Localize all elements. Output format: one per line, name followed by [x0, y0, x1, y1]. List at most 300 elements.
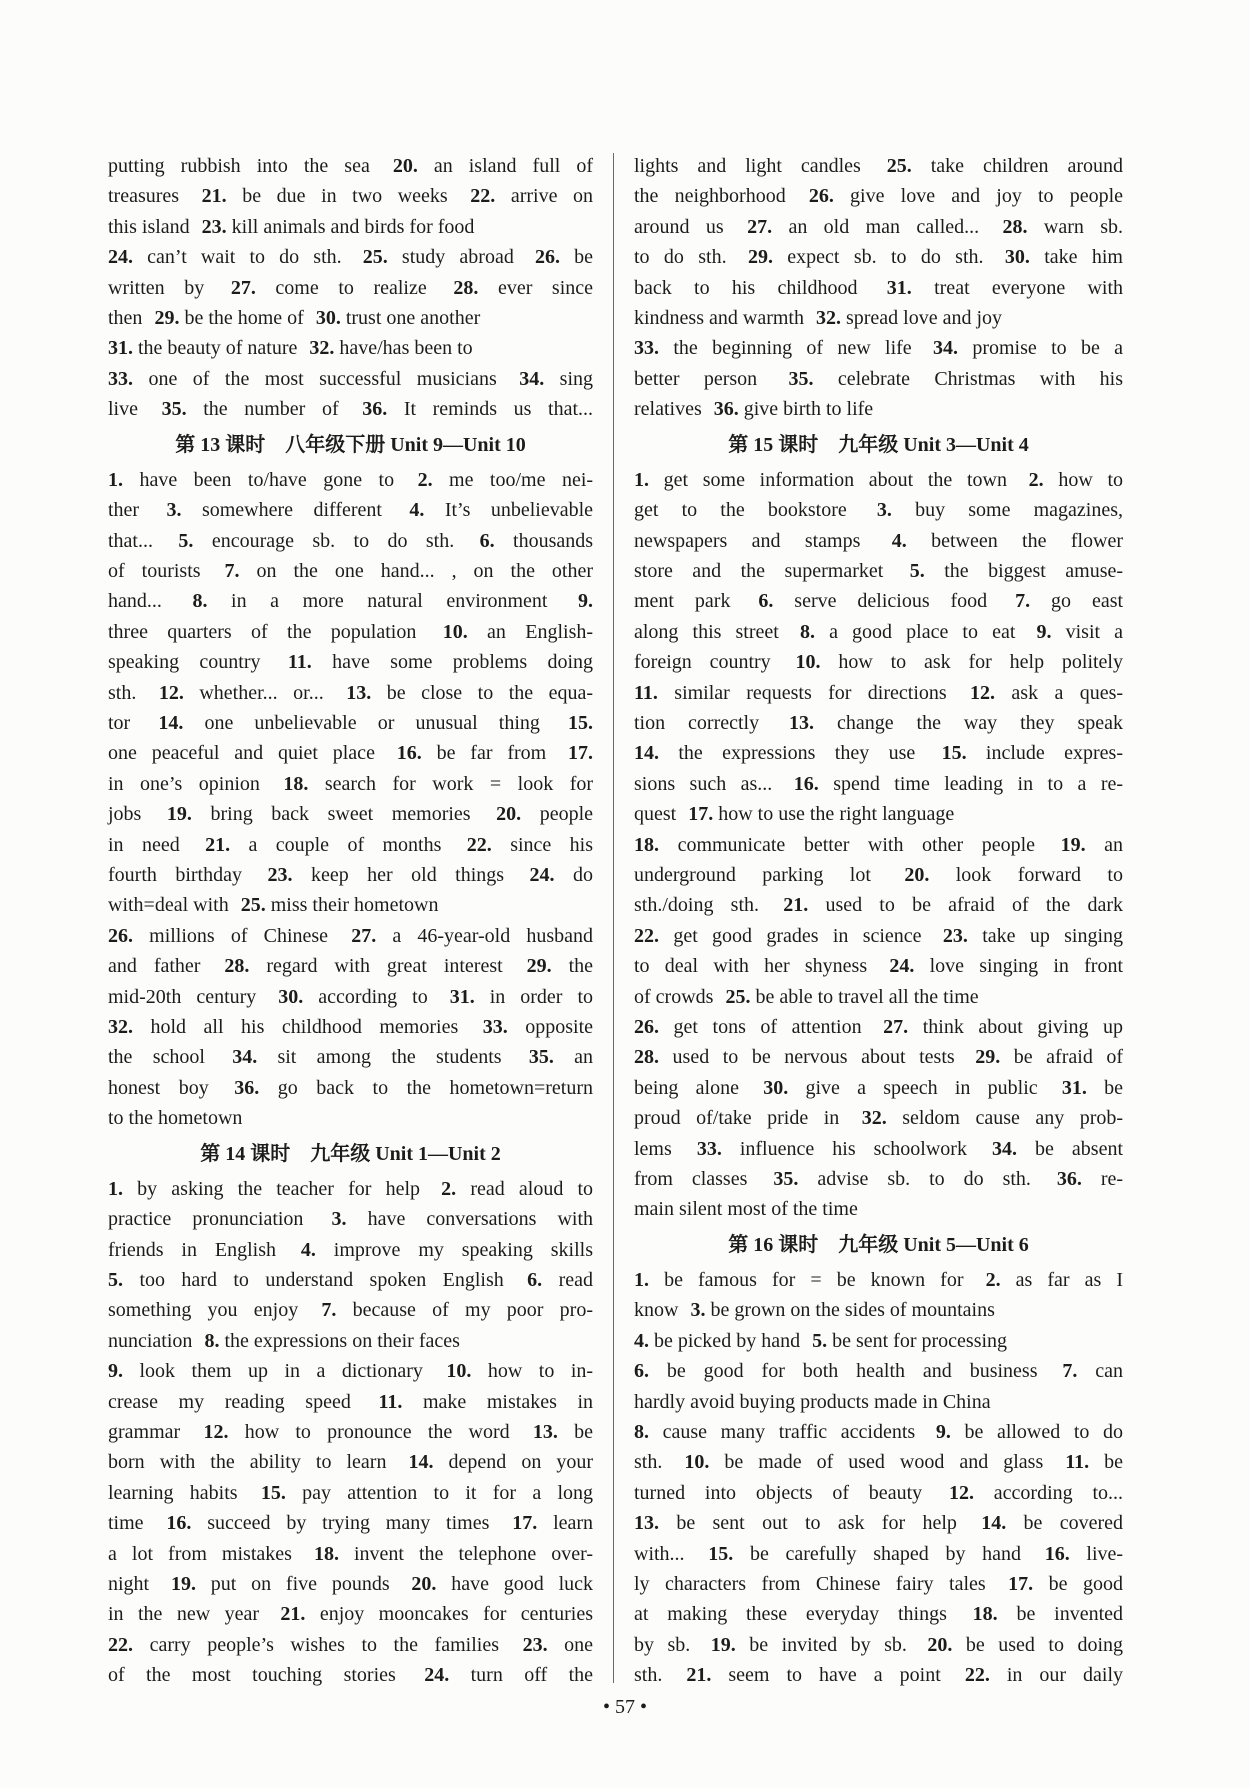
item-number: 8. — [634, 1421, 649, 1444]
item-number: 35. — [773, 1167, 799, 1190]
item-number: 19. — [166, 803, 192, 826]
item-number: 19. — [1060, 833, 1086, 856]
answer-text: learning habits — [108, 1481, 238, 1504]
item-number: 5. — [178, 529, 194, 552]
item-number: 6. — [758, 590, 774, 613]
answer-line — [634, 303, 1123, 333]
answer-text: the biggest amuse- — [944, 560, 1124, 583]
answer-text: live — [108, 398, 138, 421]
answer-text: influence his schoolwork — [739, 1137, 967, 1160]
item-number: 35. — [788, 367, 814, 390]
item-number: 21. — [783, 894, 809, 917]
answer-line — [634, 1599, 1123, 1629]
answer-text: written by — [108, 276, 205, 299]
answer-text: around us — [634, 215, 724, 238]
item-number: 20. — [411, 1572, 437, 1595]
item-number: 5. — [909, 560, 925, 583]
answer-text: of crowds — [634, 985, 714, 1008]
answer-text: how to ask for help politely — [838, 651, 1123, 674]
answer-line — [634, 1478, 1123, 1508]
item-number: 3. — [166, 499, 182, 522]
answer-text: It reminds us that... — [403, 398, 594, 421]
answer-line — [108, 1660, 593, 1690]
section-heading: 第 14 课时 九年级 Unit 1—Unit 2 — [200, 1142, 501, 1165]
section-heading: 第 16 课时 九年级 Unit 5—Unit 6 — [728, 1233, 1029, 1256]
answer-text: in one’s opinion — [108, 772, 260, 795]
answer-line — [634, 1569, 1123, 1599]
answer-text: underground parking lot — [634, 863, 871, 886]
answer-text: get to the bookstore — [634, 499, 847, 522]
answer-text: ment park — [634, 590, 731, 613]
item-number: 36. — [234, 1076, 260, 1099]
answer-line — [634, 1295, 1123, 1325]
answer-text: know — [634, 1299, 679, 1322]
answer-text: in order to — [489, 985, 594, 1008]
item-number: 4. — [409, 499, 425, 522]
answer-line — [634, 647, 1123, 677]
item-number: 12. — [948, 1481, 974, 1504]
answer-text: something you enjoy — [108, 1299, 299, 1322]
item-number: 33. — [696, 1137, 722, 1160]
item-number: 34. — [519, 367, 545, 390]
answer-line — [108, 495, 593, 525]
answer-text: spread love and joy — [845, 306, 1003, 329]
answer-text: be — [574, 1421, 594, 1444]
item-number: 24. — [424, 1664, 450, 1687]
answer-text: used to be nervous about tests — [672, 1046, 955, 1069]
answer-text: look them up in a dictionary — [139, 1360, 423, 1383]
item-number: 35. — [161, 398, 187, 421]
answer-text: treasures — [108, 185, 180, 208]
answer-text: three quarters of the population — [108, 620, 417, 643]
answer-text: have conversations with — [367, 1208, 594, 1231]
answer-line — [108, 1295, 593, 1325]
answer-text: be close to the equa- — [386, 681, 594, 704]
answer-text: since his — [510, 833, 594, 856]
answer-text: improve my speaking skills — [333, 1238, 593, 1261]
answer-line — [634, 738, 1123, 768]
answer-text: be picked by hand — [654, 1329, 801, 1352]
answer-text: nunciation — [108, 1329, 193, 1352]
answer-text: be carefully shaped by hand — [749, 1542, 1022, 1565]
item-number: 14. — [158, 712, 184, 735]
answer-text: whether... or... — [199, 681, 324, 704]
answer-line — [108, 1599, 593, 1629]
answer-line — [634, 556, 1123, 586]
item-number: 10. — [795, 651, 821, 674]
answer-text: a 46-year-old husband — [392, 924, 594, 947]
answer-text: the — [568, 955, 594, 978]
answer-text: get tons of attention — [673, 1015, 862, 1038]
item-number: 2. — [985, 1269, 1001, 1292]
answer-block — [634, 1265, 1123, 1690]
item-number: 27. — [747, 215, 773, 238]
answer-text: live- — [1086, 1542, 1124, 1565]
item-number: 34. — [933, 337, 958, 360]
answer-text: be the home of — [184, 306, 304, 329]
answer-text: tor — [108, 712, 131, 735]
answer-text: how to — [1058, 468, 1123, 491]
answer-text: have/has been to — [339, 337, 473, 360]
answer-line — [634, 890, 1123, 920]
answer-line — [108, 526, 593, 556]
answer-text: be absent — [1035, 1137, 1124, 1160]
answer-text: advise sb. to do sth. — [817, 1167, 1031, 1190]
answer-text: read — [558, 1269, 594, 1292]
answer-line — [634, 769, 1123, 799]
answer-text: somewhere different — [201, 499, 382, 522]
answer-line — [634, 860, 1123, 890]
answer-text: hold all his childhood memories — [150, 1015, 459, 1038]
answer-line — [108, 708, 593, 738]
answer-line — [108, 617, 593, 647]
answer-line — [634, 1134, 1123, 1164]
answer-text: on the one hand... , on the other — [256, 560, 594, 583]
item-number: 36. — [713, 398, 739, 421]
answer-text: ther — [108, 499, 140, 522]
answer-text: with=deal with — [108, 894, 229, 917]
answer-text: the school — [108, 1046, 205, 1069]
answer-text: being alone — [634, 1076, 739, 1099]
answer-text: depend on your — [448, 1451, 594, 1474]
answer-line — [108, 212, 593, 242]
answer-line — [634, 1164, 1123, 1194]
item-number: 16. — [1044, 1542, 1070, 1565]
answer-text: an island full of — [433, 155, 593, 177]
item-number: 36. — [362, 398, 388, 421]
item-number: 32. — [108, 1015, 133, 1038]
answer-line — [634, 982, 1123, 1012]
item-number: 12. — [203, 1421, 229, 1444]
answer-line — [108, 860, 593, 890]
answer-text: be made of used wood and glass — [724, 1451, 1044, 1474]
answer-text: be — [574, 246, 593, 269]
answer-line — [108, 1073, 593, 1103]
answer-block — [108, 465, 593, 1134]
answer-text: tion correctly — [634, 712, 760, 735]
answer-text: of tourists — [108, 560, 201, 583]
answer-text: be invented — [1016, 1603, 1124, 1626]
item-number: 35. — [528, 1046, 554, 1069]
answer-text: turn off the — [470, 1664, 594, 1687]
answer-line — [108, 678, 593, 708]
answer-text: seldom cause any prob- — [902, 1107, 1124, 1130]
answer-line — [108, 273, 593, 303]
answer-text: buy some magazines, — [915, 499, 1124, 522]
answer-text: the neighborhood — [634, 185, 786, 208]
answer-line — [634, 1417, 1123, 1447]
answer-text: search for work = look for — [324, 772, 594, 795]
answer-text: kill animals and birds for food — [231, 215, 475, 238]
item-number: 13. — [346, 681, 372, 704]
answer-text: better person — [634, 367, 758, 390]
item-number: 32. — [309, 337, 335, 360]
item-number: 31. — [449, 985, 475, 1008]
answer-line — [634, 181, 1123, 211]
answer-line — [108, 1204, 593, 1234]
item-number: 2. — [441, 1177, 457, 1200]
item-number: 8. — [192, 590, 208, 613]
answer-text: visit a — [1065, 620, 1124, 643]
answer-text: by asking the teacher for help — [137, 1177, 421, 1200]
answer-text: be covered — [1023, 1512, 1124, 1535]
item-number: 2. — [417, 468, 433, 491]
column-divider — [613, 153, 614, 1683]
item-number: 24. — [529, 863, 555, 886]
item-number: 4. — [891, 529, 907, 552]
answer-text: go east — [1051, 590, 1124, 613]
answer-text: lights and light candles — [634, 155, 861, 177]
item-number: 18. — [283, 772, 309, 795]
answer-line — [108, 151, 593, 181]
answer-line — [634, 273, 1123, 303]
item-number: 30. — [1004, 246, 1030, 269]
answer-text: be able to travel all the time — [755, 985, 979, 1008]
answer-line — [108, 890, 593, 920]
item-number: 10. — [684, 1451, 710, 1474]
item-number: 18. — [972, 1603, 998, 1626]
answer-line — [634, 1265, 1123, 1295]
answer-text: celebrate Christmas with his — [837, 367, 1123, 390]
answer-line — [108, 1569, 593, 1599]
answer-text: in the new year — [108, 1603, 259, 1626]
right-column — [634, 151, 1123, 1691]
answer-text: sth./doing sth. — [634, 894, 759, 917]
answer-text: promise to be a — [972, 337, 1124, 360]
answer-text: the beginning of new life — [673, 337, 912, 360]
item-number: 29. — [747, 246, 773, 269]
answer-text: an English- — [487, 620, 594, 643]
answer-line — [108, 799, 593, 829]
answer-text: look forward to — [955, 863, 1123, 886]
answer-text: quest — [634, 803, 677, 826]
answer-line — [634, 1356, 1123, 1386]
answer-text: lems — [634, 1137, 672, 1160]
item-number: 33. — [108, 367, 133, 390]
answer-text: store and the supermarket — [634, 560, 884, 583]
answer-text: get good grades in science — [673, 924, 922, 947]
item-number: 32. — [861, 1107, 887, 1130]
item-number: 28. — [224, 955, 250, 978]
answer-text: sit among the students — [277, 1046, 502, 1069]
answer-text: a couple of months — [248, 833, 442, 856]
answer-text: a lot from mistakes — [108, 1542, 292, 1565]
answer-text: turned into objects of beauty — [634, 1481, 923, 1504]
answer-text: an — [1104, 833, 1124, 856]
answer-line — [634, 678, 1123, 708]
answer-text: include expres- — [985, 742, 1123, 765]
item-number: 30. — [315, 306, 341, 329]
answer-text: born with the ability to learn — [108, 1451, 387, 1474]
answer-text: mid-20th century — [108, 985, 257, 1008]
item-number: 2. — [1028, 468, 1044, 491]
answer-text: foreign country — [634, 651, 771, 674]
answer-text: to do sth. — [634, 246, 727, 269]
answer-block — [634, 151, 1123, 425]
answer-text: the number of — [203, 398, 339, 421]
answer-text: practice pronunciation — [108, 1208, 304, 1231]
answer-text: read aloud to — [470, 1177, 594, 1200]
answer-text: along this street — [634, 620, 779, 643]
answer-line — [634, 1012, 1123, 1042]
answer-text: in a more natural environment — [231, 590, 548, 613]
answer-text: how to pronounce the word — [244, 1421, 510, 1444]
answer-line — [108, 1174, 593, 1204]
item-number: 29. — [975, 1046, 1001, 1069]
item-number: 29. — [154, 306, 180, 329]
item-number: 31. — [1061, 1076, 1087, 1099]
item-number: 22. — [470, 185, 496, 208]
item-number: 28. — [453, 276, 479, 299]
answer-text: one of the most successful musicians — [148, 367, 497, 390]
item-number: 15. — [708, 1542, 734, 1565]
item-number: 23. — [942, 924, 968, 947]
item-number: 6. — [634, 1360, 649, 1383]
item-number: 13. — [634, 1512, 659, 1535]
answer-line — [108, 647, 593, 677]
answer-text: crease my reading speed — [108, 1390, 351, 1413]
answer-line — [108, 333, 593, 363]
answer-text: with... — [634, 1542, 685, 1565]
item-number: 12. — [158, 681, 184, 704]
answer-line — [108, 1417, 593, 1447]
item-number: 15. — [260, 1481, 286, 1504]
answer-line — [108, 394, 593, 424]
answer-text: this island — [108, 215, 190, 238]
answer-text: how to use the right language — [718, 803, 955, 826]
answer-text: because of my poor pro- — [352, 1299, 593, 1322]
answer-line — [108, 181, 593, 211]
answer-text: miss their hometown — [270, 894, 439, 917]
answer-line — [634, 1103, 1123, 1133]
answer-line — [108, 1326, 593, 1356]
answer-line — [634, 708, 1123, 738]
answer-text: be afraid of — [1013, 1046, 1124, 1069]
answer-text: jobs — [108, 803, 142, 826]
item-number: 13. — [789, 712, 815, 735]
answer-text: at making these everyday things — [634, 1603, 947, 1626]
item-number: 12. — [970, 681, 996, 704]
answer-line — [108, 1478, 593, 1508]
answer-line — [634, 617, 1123, 647]
answer-text: take up singing — [982, 924, 1124, 947]
answer-text: opposite — [525, 1015, 594, 1038]
answer-line — [634, 151, 1123, 181]
item-number: 19. — [710, 1633, 736, 1656]
answer-line — [634, 1630, 1123, 1660]
answer-text: an old man called... — [788, 215, 980, 238]
item-number: 33. — [634, 337, 659, 360]
item-number: 11. — [287, 651, 312, 674]
item-number: 34. — [991, 1137, 1017, 1160]
item-number: 11. — [634, 681, 658, 704]
answer-text: change the way they speak — [836, 712, 1123, 735]
answer-text: have been to/have gone to — [139, 468, 395, 491]
answer-text: learn — [553, 1512, 594, 1535]
answer-line — [108, 1103, 593, 1133]
answer-line — [108, 830, 593, 860]
answer-text: cause many traffic accidents — [662, 1421, 916, 1444]
answer-text: according to... — [993, 1481, 1124, 1504]
answer-line — [634, 333, 1123, 363]
answer-text: between the flower — [931, 529, 1124, 552]
item-number: 8. — [204, 1329, 220, 1352]
answer-text: be used to doing — [965, 1633, 1123, 1656]
answer-text: be — [1104, 1451, 1124, 1474]
item-number: 23. — [201, 215, 227, 238]
answer-line — [108, 1042, 593, 1072]
answer-text: used to be afraid of the dark — [825, 894, 1124, 917]
item-number: 33. — [482, 1015, 508, 1038]
item-number: 9. — [578, 590, 594, 613]
answer-line — [108, 921, 593, 951]
answer-line — [108, 364, 593, 394]
answer-text: to deal with her shyness — [634, 955, 868, 978]
answer-line — [634, 1073, 1123, 1103]
answer-text: millions of Chinese — [149, 924, 329, 947]
item-number: 14. — [634, 742, 659, 765]
answer-line — [634, 364, 1123, 394]
item-number: 16. — [166, 1512, 192, 1535]
answer-text: be — [1104, 1076, 1124, 1099]
answer-text: one peaceful and quiet place — [108, 742, 375, 765]
answer-line — [108, 1265, 593, 1295]
answer-text: think about giving up — [922, 1015, 1123, 1038]
answer-text: give birth to life — [743, 398, 874, 421]
answer-text: communicate better with other people — [677, 833, 1035, 856]
answer-text: treat everyone with — [934, 276, 1124, 299]
item-number: 24. — [108, 246, 133, 269]
answer-text: too hard to understand spoken English — [139, 1269, 504, 1292]
answer-text: putting rubbish into the sea — [108, 155, 370, 177]
item-number: 31. — [886, 276, 912, 299]
answer-line — [108, 982, 593, 1012]
item-number: 25. — [725, 985, 751, 1008]
answer-line — [108, 951, 593, 981]
item-number: 30. — [278, 985, 304, 1008]
answer-text: succeed by trying many times — [207, 1512, 490, 1535]
answer-line — [108, 769, 593, 799]
item-number: 17. — [512, 1512, 538, 1535]
item-number: 4. — [300, 1238, 316, 1261]
answer-line — [634, 212, 1123, 242]
item-number: 22. — [964, 1664, 990, 1687]
item-number: 15. — [568, 712, 594, 735]
page-number: • 57 • — [602, 1696, 647, 1718]
section-heading: 第 13 课时 八年级下册 Unit 9—Unit 10 — [175, 433, 526, 456]
answer-text: hardly avoid buying products made in China — [634, 1390, 991, 1413]
answer-text: honest boy — [108, 1076, 209, 1099]
answer-text: arrive on — [510, 185, 594, 208]
item-number: 26. — [534, 246, 560, 269]
answer-text: re- — [1100, 1167, 1124, 1190]
answer-text: pay attention to it for a long — [302, 1481, 594, 1504]
answer-line — [634, 394, 1123, 424]
item-number: 7. — [224, 560, 240, 583]
item-number: 22. — [634, 924, 659, 947]
answer-text: It’s unbelievable — [444, 499, 594, 522]
answer-text: an — [574, 1046, 593, 1069]
answer-text: one — [564, 1633, 594, 1656]
answer-text: come to realize — [275, 276, 427, 299]
answer-text: get some information about the town — [663, 468, 1007, 491]
answer-text: be invited by sb. — [749, 1633, 907, 1656]
answer-text: one unbelievable or unusual thing — [204, 712, 540, 735]
answer-line — [634, 465, 1123, 495]
item-number: 16. — [396, 742, 422, 765]
answer-line — [634, 1042, 1123, 1072]
item-number: 18. — [634, 833, 659, 856]
